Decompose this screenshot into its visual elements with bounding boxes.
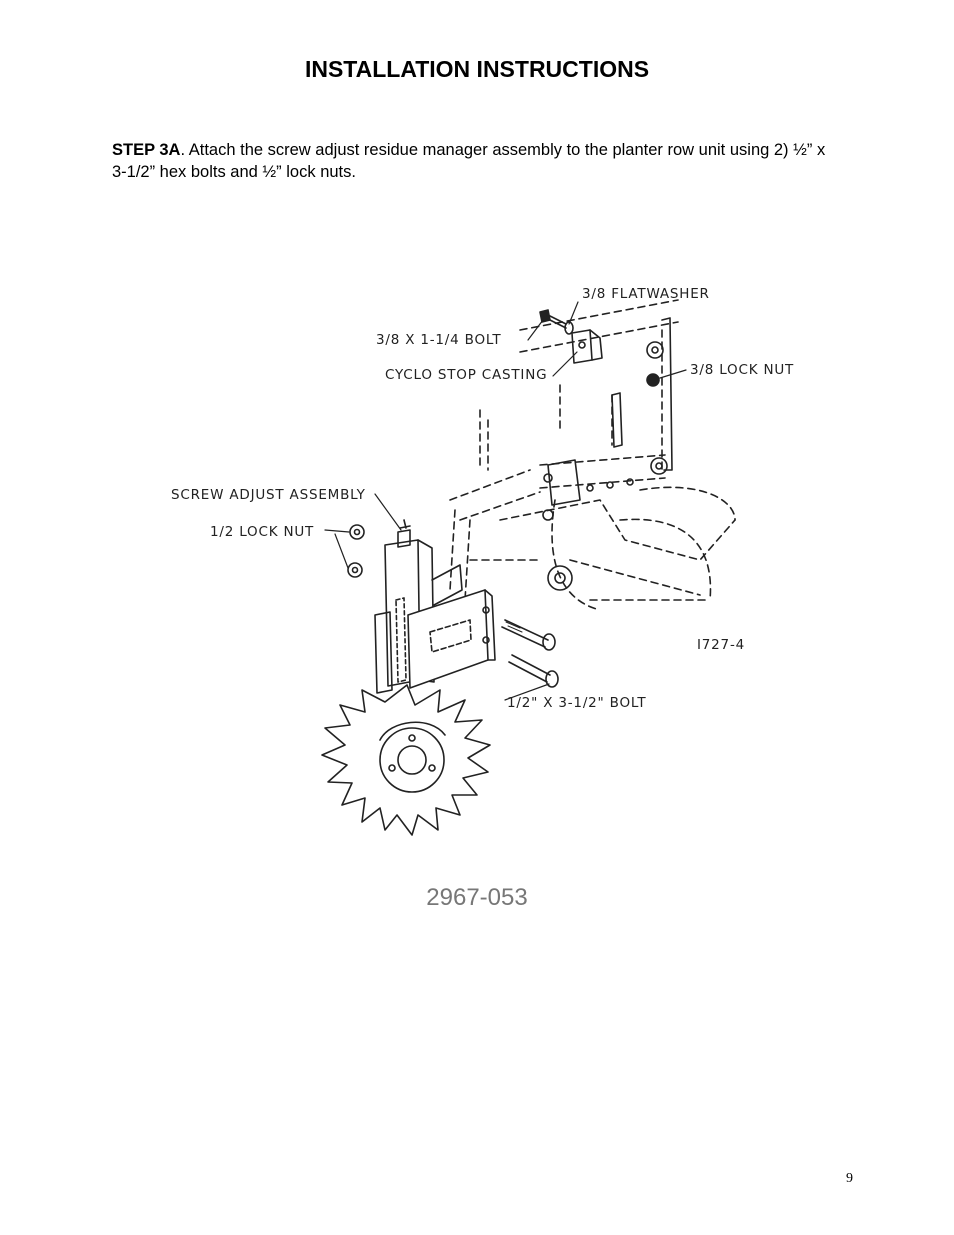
callout-bolt-3-8: 3/8 X 1-1/4 BOLT <box>376 332 502 348</box>
assembly-drawing-svg <box>150 270 830 860</box>
page-number: 9 <box>846 1171 853 1186</box>
callout-lock-nut-1-2: 1/2 LOCK NUT <box>210 524 315 540</box>
bolt-3-8 <box>540 310 573 334</box>
bolt-1-2 <box>502 620 558 687</box>
callout-flatwasher: 3/8 FLATWASHER <box>582 286 710 302</box>
callout-cyclo-stop: CYCLO STOP CASTING <box>385 367 548 383</box>
callout-screw-adjust: SCREW ADJUST ASSEMBLY <box>171 487 366 503</box>
callout-bolt-1-2: 1/2" X 3-1/2" BOLT <box>507 695 647 711</box>
step-text: . Attach the screw adjust residue manager assembly to the planter row unit using 2) ½” x 3-1/2” hex bolts and ½” lock nuts. <box>112 141 826 181</box>
assembly-diagram <box>150 270 830 860</box>
residue-wheel <box>322 685 490 835</box>
drawing-number: I727-4 <box>697 637 746 653</box>
lock-nut-3-8 <box>647 342 667 474</box>
step-paragraph <box>112 139 832 183</box>
figure-caption: 2967-053 <box>426 884 528 911</box>
row-unit-brackets <box>548 318 672 505</box>
leader-lines <box>325 302 686 700</box>
step-label: STEP 3A <box>112 141 181 159</box>
mounting-plate <box>408 590 495 688</box>
lock-nut-1-2 <box>348 525 364 577</box>
callout-lock-nut-3-8: 3/8 LOCK NUT <box>690 362 795 378</box>
page-title: INSTALLATION INSTRUCTIONS <box>304 56 650 82</box>
cyclo-stop-casting <box>572 330 602 363</box>
